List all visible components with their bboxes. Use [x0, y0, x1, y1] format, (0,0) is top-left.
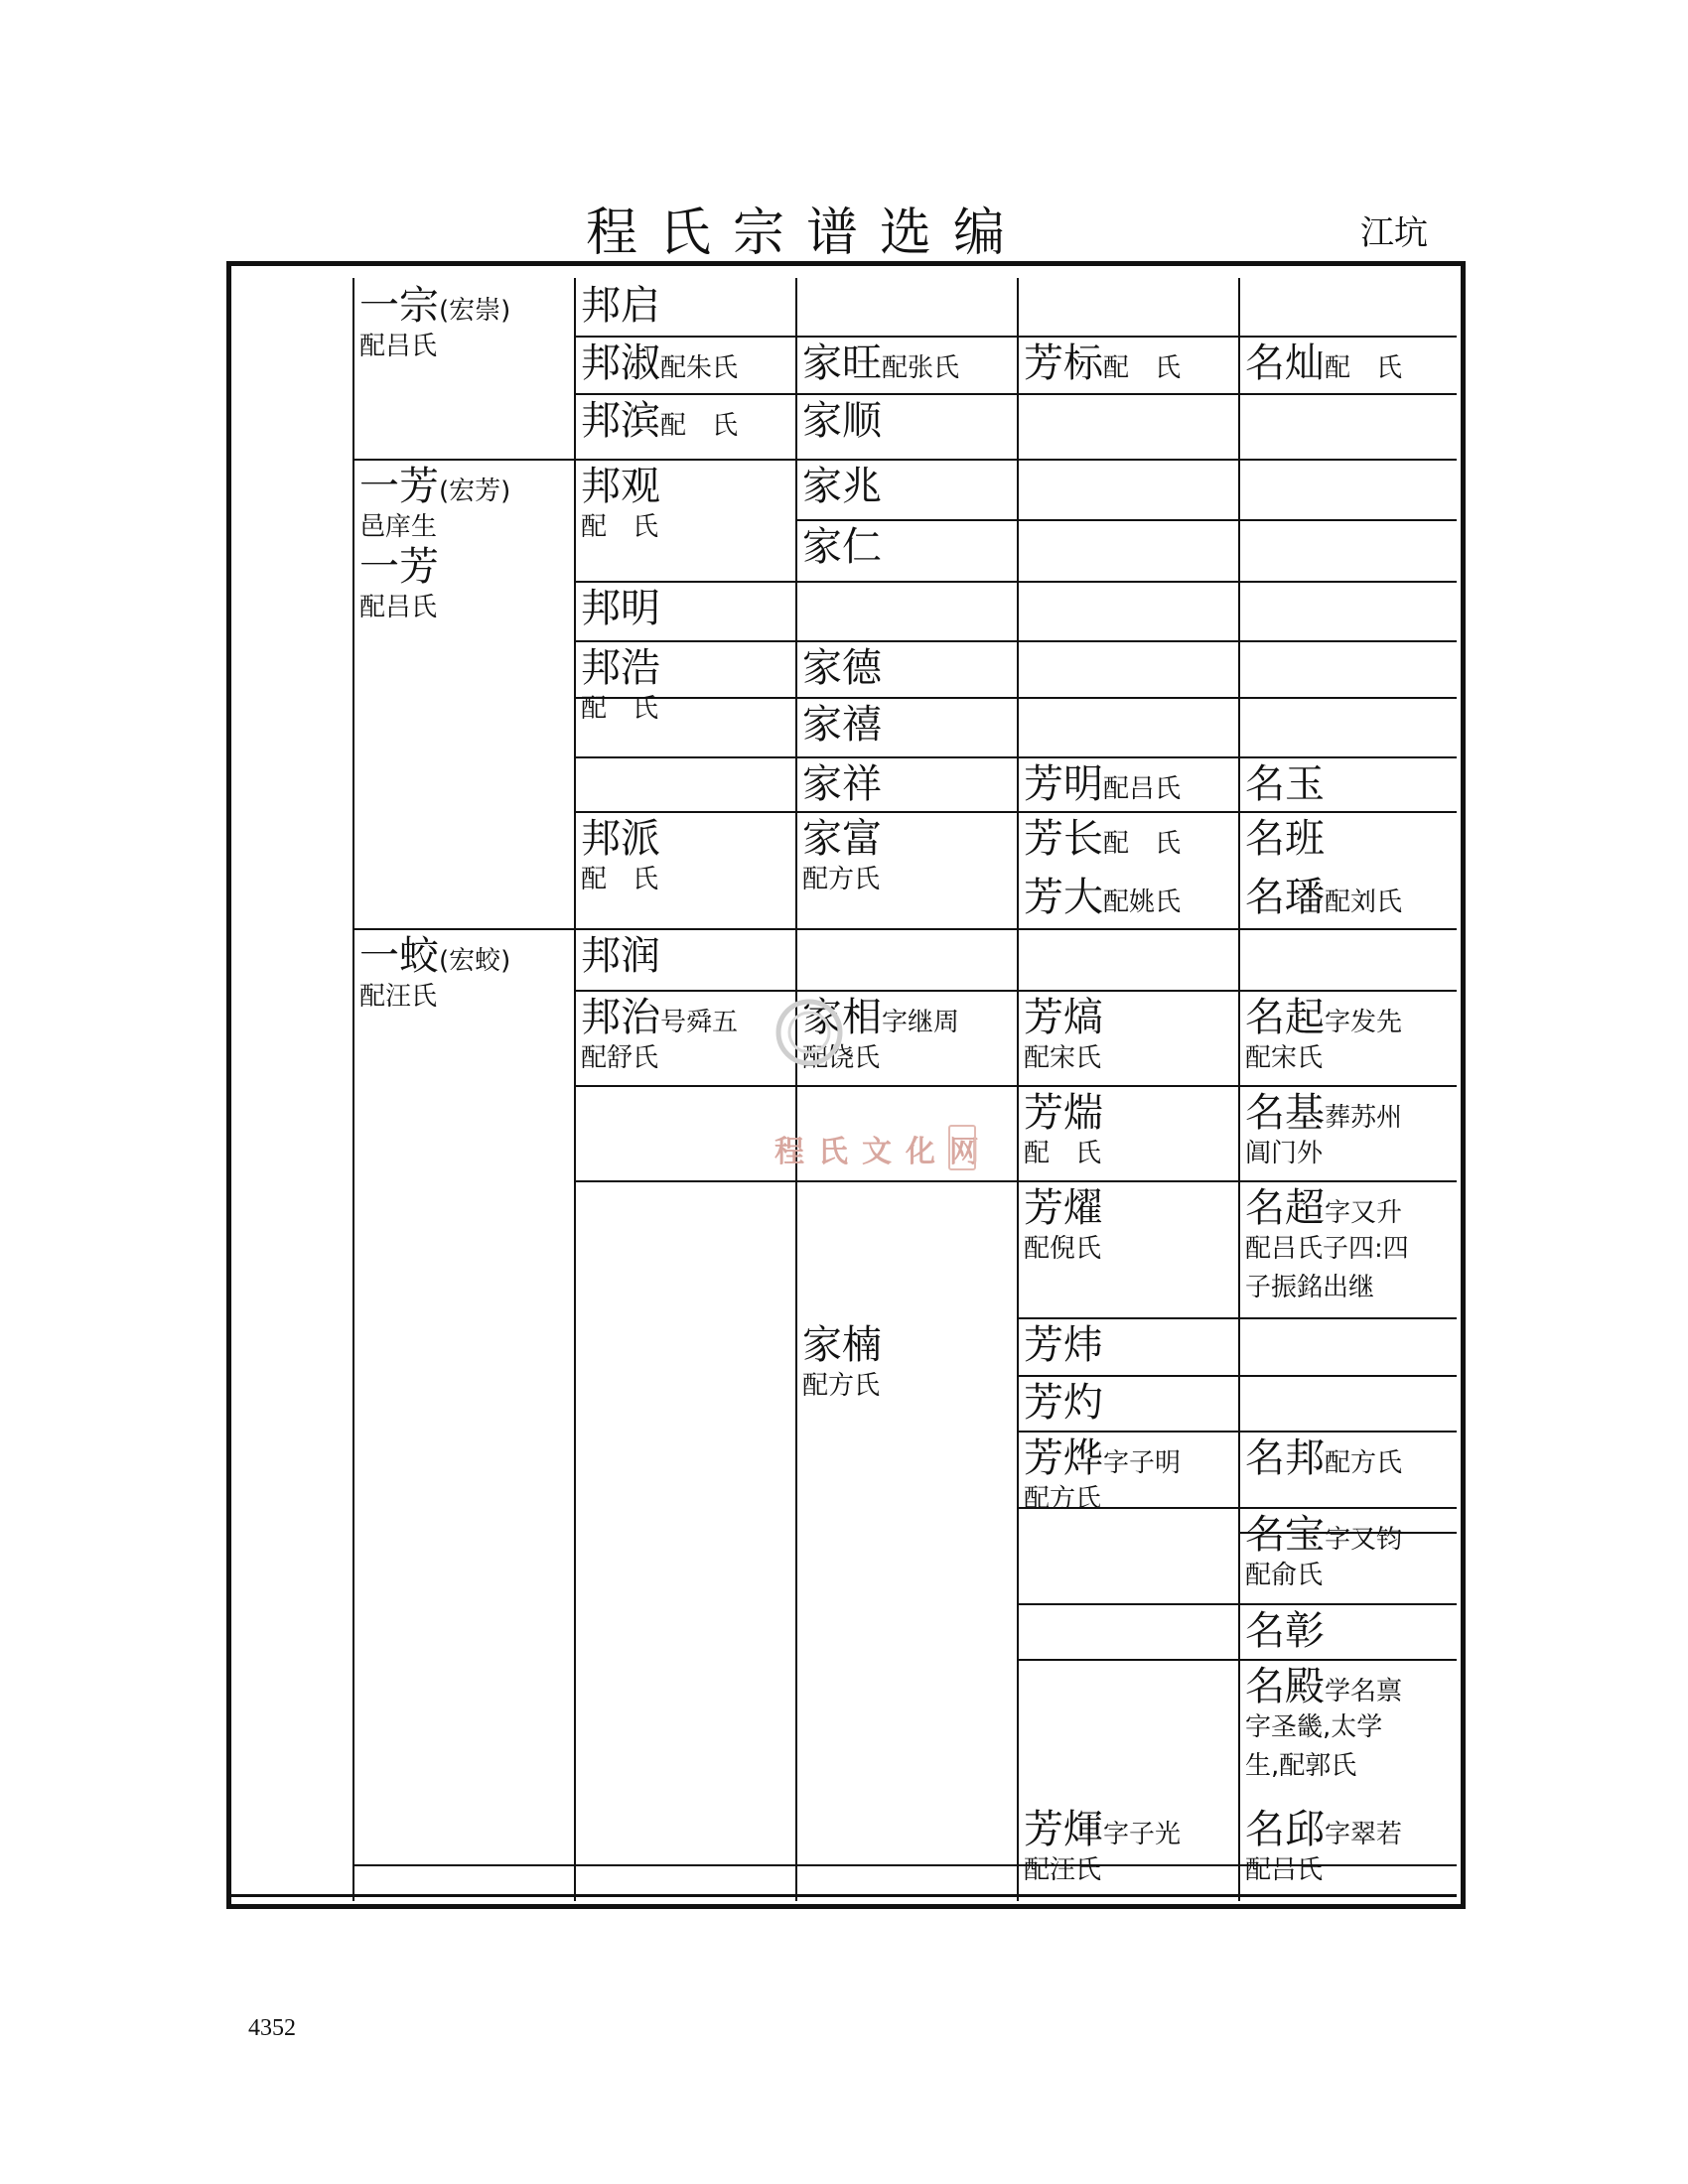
genealogy-entry	[790, 640, 1012, 691]
genealogy-entry	[1233, 870, 1452, 920]
genealogy-entry	[1233, 1085, 1452, 1172]
genealogy-entry	[1233, 336, 1452, 386]
page-title: 程氏宗谱选编	[586, 204, 1028, 263]
genealogy-entry	[1012, 1317, 1233, 1368]
name-annotation: (宏崇)	[439, 296, 511, 326]
genealogy-entry	[348, 928, 569, 1016]
entry-note: 配饶氏	[802, 1043, 881, 1073]
genealogy-entry	[1233, 756, 1452, 807]
entry-note-line	[1024, 1852, 1233, 1889]
entry-note-line	[1024, 1231, 1233, 1268]
person-name: 一蛟	[359, 933, 439, 979]
name-annotation: 氏	[1155, 829, 1182, 859]
entry-note: 生,配郭氏	[1245, 1751, 1357, 1781]
person-name: 一芳	[359, 544, 439, 590]
genealogy-entry	[790, 1317, 1012, 1405]
entry-note: 配	[581, 865, 608, 894]
genealogy-entry	[1012, 1802, 1233, 1889]
person-name: 家兆	[802, 464, 882, 509]
name-annotation: 字又升	[1325, 1198, 1403, 1228]
name-annotation: 氏	[712, 411, 739, 441]
name-annotation: 学名禀	[1325, 1677, 1403, 1706]
person-name: 名起	[1245, 995, 1325, 1040]
person-name: 邦明	[581, 586, 660, 631]
entry-note: 配宋氏	[1024, 1043, 1102, 1073]
person-name: 邦滨	[581, 398, 660, 444]
person-name: 芳标	[1024, 341, 1103, 386]
genealogy-entry	[1012, 811, 1233, 862]
person-name: 芳煓	[1024, 1090, 1103, 1136]
name-annotation: 配刘氏	[1325, 887, 1403, 917]
genealogy-entry	[569, 336, 790, 386]
genealogy-entry	[1012, 336, 1233, 386]
genealogy-entry	[790, 519, 1012, 570]
genealogy-entry	[1233, 811, 1452, 862]
entry-note-line	[1024, 1481, 1233, 1518]
person-name: 邦观	[581, 464, 660, 509]
name-annotation: (宏芳)	[439, 477, 511, 506]
name-annotation: 字继周	[882, 1008, 960, 1037]
entry-note: 配方氏	[802, 1371, 881, 1401]
person-name: 邦治	[581, 995, 660, 1040]
person-name: 家顺	[802, 398, 882, 444]
entry-note: 子振銘出继	[1245, 1273, 1375, 1302]
entry-note: 氏	[633, 512, 659, 542]
genealogy-entry	[790, 393, 1012, 444]
name-annotation: 字子明	[1103, 1448, 1182, 1478]
name-annotation: 葬苏州	[1325, 1103, 1403, 1133]
person-name: 名邦	[1245, 1435, 1325, 1481]
genealogy-entry	[1012, 756, 1233, 807]
genealogy-entry	[348, 278, 569, 365]
entry-note: 配汪氏	[359, 982, 438, 1012]
person-name: 名超	[1245, 1185, 1325, 1231]
genealogy-entry	[1233, 1431, 1452, 1481]
genealogy-entry	[569, 990, 790, 1077]
entry-note-line	[1245, 1709, 1452, 1746]
entry-note-line	[581, 862, 790, 898]
genealogy-entry	[569, 811, 790, 898]
name-annotation: 号舜五	[660, 1008, 739, 1037]
person-name: 名基	[1245, 1090, 1325, 1136]
person-name: 芳烨	[1024, 1435, 1103, 1481]
genealogy-entry	[569, 581, 790, 631]
region-label: 江坑	[1360, 213, 1428, 253]
name-annotation: 配	[1325, 353, 1351, 383]
name-annotation: 字子光	[1103, 1820, 1182, 1849]
person-name: 名宝	[1245, 1512, 1325, 1558]
name-annotation: 氏	[1155, 353, 1182, 383]
person-name: 芳炜	[1024, 1322, 1103, 1368]
person-name: 一芳	[359, 464, 439, 509]
person-name: 邦润	[581, 933, 660, 979]
genealogy-entry	[1233, 1603, 1452, 1654]
genealogy-entry	[1012, 1431, 1233, 1518]
genealogy-entry	[790, 336, 1012, 386]
name-annotation: 字发先	[1325, 1008, 1403, 1037]
entry-note-line	[359, 979, 569, 1016]
genealogy-entry	[1233, 1802, 1452, 1889]
genealogy-entry	[1233, 990, 1452, 1077]
genealogy-entry	[1233, 1507, 1452, 1594]
person-name: 家德	[802, 645, 882, 691]
person-name: 名彰	[1245, 1608, 1325, 1654]
genealogy-entry	[569, 459, 790, 546]
entry-note: 配吕氏子四:四	[1245, 1234, 1409, 1264]
person-name: 名玉	[1245, 761, 1325, 807]
entry-note: 氏	[633, 865, 659, 894]
entry-note-line	[359, 329, 569, 365]
entry-note-line	[802, 862, 1012, 898]
entry-note: 配吕氏	[359, 332, 438, 361]
watermark-seal-icon	[774, 998, 844, 1067]
entry-note-line	[1245, 1136, 1452, 1172]
entry-note: 配	[1024, 1139, 1051, 1168]
entry-note: 阊门外	[1245, 1139, 1324, 1168]
person-name: 一宗	[359, 283, 439, 329]
person-name: 邦启	[581, 283, 660, 329]
entry-note: 配吕氏	[1245, 1855, 1324, 1885]
entry-note-line	[1245, 1852, 1452, 1889]
name-annotation: 配	[1103, 353, 1130, 383]
entry-note: 配舒氏	[581, 1043, 659, 1073]
genealogy-entry	[569, 393, 790, 444]
genealogy-entry	[569, 640, 790, 728]
entry-note: 配汪氏	[1024, 1855, 1102, 1885]
person-name: 邦派	[581, 816, 660, 862]
person-name: 名殿	[1245, 1664, 1325, 1709]
entry-note: 配俞氏	[1245, 1561, 1324, 1590]
person-name: 名班	[1245, 816, 1325, 862]
genealogy-entry	[1012, 870, 1233, 920]
genealogy-entry	[790, 811, 1012, 898]
name-annotation: 配朱氏	[660, 353, 739, 383]
genealogy-entry	[348, 459, 569, 546]
person-name: 家楠	[802, 1322, 882, 1368]
person-name: 芳熇	[1024, 995, 1103, 1040]
person-name: 芳大	[1024, 875, 1103, 920]
genealogy-entry	[790, 756, 1012, 807]
entry-note-line	[1024, 1136, 1233, 1172]
name-annotation: 氏	[1376, 353, 1403, 383]
genealogy-entry	[790, 697, 1012, 748]
entry-note: 字圣畿,太学	[1245, 1712, 1383, 1742]
genealogy-entry	[569, 928, 790, 979]
entry-note-line	[1245, 1558, 1452, 1594]
genealogy-entry	[1233, 1659, 1452, 1784]
entry-note-line	[359, 590, 569, 626]
person-name: 芳燿	[1024, 1185, 1103, 1231]
name-annotation: 字翠若	[1325, 1820, 1403, 1849]
page-number: 4352	[248, 2015, 296, 2041]
entry-note-line	[581, 509, 790, 546]
name-annotation: 配吕氏	[1103, 774, 1182, 804]
person-name: 家仁	[802, 524, 882, 570]
person-name: 家相	[802, 995, 882, 1040]
person-name: 芳明	[1024, 761, 1103, 807]
entry-note: 氏	[633, 694, 659, 724]
person-name: 名邱	[1245, 1807, 1325, 1852]
entry-note-line	[581, 1040, 790, 1077]
person-name: 名璠	[1245, 875, 1325, 920]
person-name: 名灿	[1245, 341, 1325, 386]
entry-note: 配宋氏	[1245, 1043, 1324, 1073]
watermark	[774, 998, 993, 1196]
genealogy-entry	[1233, 1180, 1452, 1305]
entry-note: 配	[581, 512, 608, 542]
person-name: 家旺	[802, 341, 882, 386]
person-name: 芳灼	[1024, 1380, 1103, 1426]
name-annotation: 配	[1103, 829, 1130, 859]
entry-note-line	[581, 691, 790, 728]
name-annotation: 字又钧	[1325, 1525, 1403, 1555]
entry-note: 配吕氏	[359, 593, 438, 622]
name-annotation: 配方氏	[1325, 1448, 1403, 1478]
entry-note-line	[1024, 1040, 1233, 1077]
person-name: 邦淑	[581, 341, 660, 386]
person-name: 芳煇	[1024, 1807, 1103, 1852]
genealogy-entry	[1012, 1180, 1233, 1268]
entry-note-line	[1245, 1040, 1452, 1077]
person-name: 家祥	[802, 761, 882, 807]
person-name: 芳长	[1024, 816, 1103, 862]
genealogy-entry	[790, 459, 1012, 509]
entry-note: 配方氏	[1024, 1484, 1102, 1514]
person-name: 邦浩	[581, 645, 660, 691]
genealogy-entry	[348, 539, 569, 626]
genealogy-entry	[1012, 990, 1233, 1077]
watermark-stamp-icon	[948, 1125, 976, 1170]
entry-note: 配倪氏	[1024, 1234, 1102, 1264]
person-name: 家富	[802, 816, 882, 862]
genealogy-entry	[1012, 1085, 1233, 1172]
entry-note: 配方氏	[802, 865, 881, 894]
person-name: 家禧	[802, 702, 882, 748]
name-annotation: 配	[660, 411, 687, 441]
name-annotation: (宏蛟)	[439, 946, 511, 976]
genealogy-entry	[569, 278, 790, 329]
name-annotation: 配姚氏	[1103, 887, 1182, 917]
entry-note: 邑庠生	[359, 512, 438, 542]
genealogy-entry	[1012, 1375, 1233, 1426]
grid-line	[231, 1894, 1457, 1897]
entry-note: 氏	[1075, 1139, 1102, 1168]
entry-note: 配	[581, 694, 608, 724]
watermark-text: 程氏文化网	[774, 1135, 993, 1169]
entry-note-line	[1245, 1231, 1452, 1268]
entry-note-line	[802, 1368, 1012, 1405]
name-annotation: 配张氏	[882, 353, 960, 383]
